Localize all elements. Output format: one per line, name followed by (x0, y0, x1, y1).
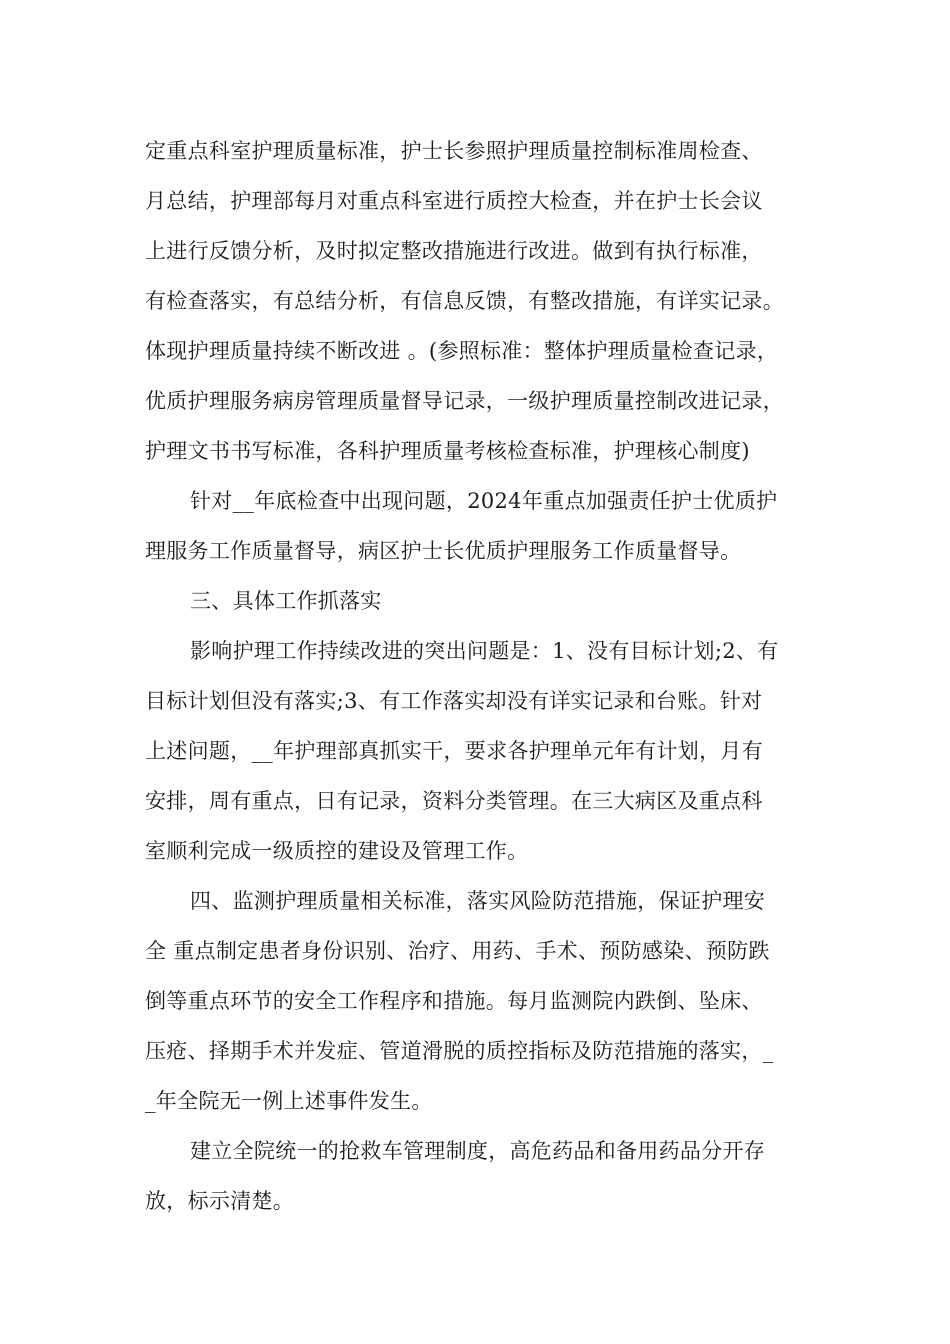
paragraph-line: 全 重点制定患者身份识别、治疗、用药、手术、预防感染、预防跌 (145, 939, 770, 963)
paragraph-line: 影响护理工作持续改进的突出问题是：1、没有目标计划;2、有 (190, 639, 779, 663)
paragraph-line: 定重点科室护理质量标准，护士长参照护理质量控制标准周检查、 (145, 139, 763, 163)
paragraph-line: 目标计划但没有落实;3、有工作落实却没有详实记录和台账。针对 (145, 689, 763, 713)
paragraph-line: 安排，周有重点，日有记录，资料分类管理。在三大病区及重点科 (145, 789, 763, 813)
paragraph-line: 建立全院统一的抢救车管理制度，高危药品和备用药品分开存 (190, 1139, 766, 1163)
section-heading: 四、监测护理质量相关标准，落实风险防范措施，保证护理安 (190, 889, 766, 913)
paragraph-line: 上进行反馈分析，及时拟定整改措施进行改进。做到有执行标准， (145, 239, 763, 263)
paragraph-line: 上述问题，__年护理部真抓实干，要求各护理单元年有计划，月有 (145, 739, 763, 763)
paragraph-line: 针对__年底检查中出现问题，2024年重点加强责任护士优质护 (190, 489, 778, 513)
paragraph-line: 放，标示清楚。 (145, 1189, 295, 1213)
paragraph-line: 倒等重点环节的安全工作程序和措施。每月监测院内跌倒、坠床、 (145, 989, 763, 1013)
paragraph-line: _年全院无一例上述事件发生。 (145, 1089, 433, 1113)
paragraph-line: 优质护理服务病房管理质量督导记录，一级护理质量控制改进记录， (145, 389, 784, 413)
paragraph-line: 月总结，护理部每月对重点科室进行质控大检查，并在护士长会议 (145, 189, 763, 213)
paragraph-line: 护理文书书写标准，各科护理质量考核检查标准，护理核心制度) (145, 439, 750, 463)
paragraph-line: 压疮、择期手术并发症、管道滑脱的质控指标及防范措施的落实，_ (145, 1039, 774, 1063)
paragraph-line: 室顺利完成一级质控的建设及管理工作。 (145, 839, 529, 863)
paragraph-line: 有检查落实，有总结分析，有信息反馈，有整改措施，有详实记录。 (145, 289, 784, 313)
paragraph-line: 理服务工作质量督导，病区护士长优质护理服务工作质量督导。 (145, 539, 742, 563)
section-heading: 三、具体工作抓落实 (190, 589, 382, 613)
paragraph-line: 体现护理质量持续不断改进 。(参照标准：整体护理质量检查记录， (145, 339, 779, 363)
